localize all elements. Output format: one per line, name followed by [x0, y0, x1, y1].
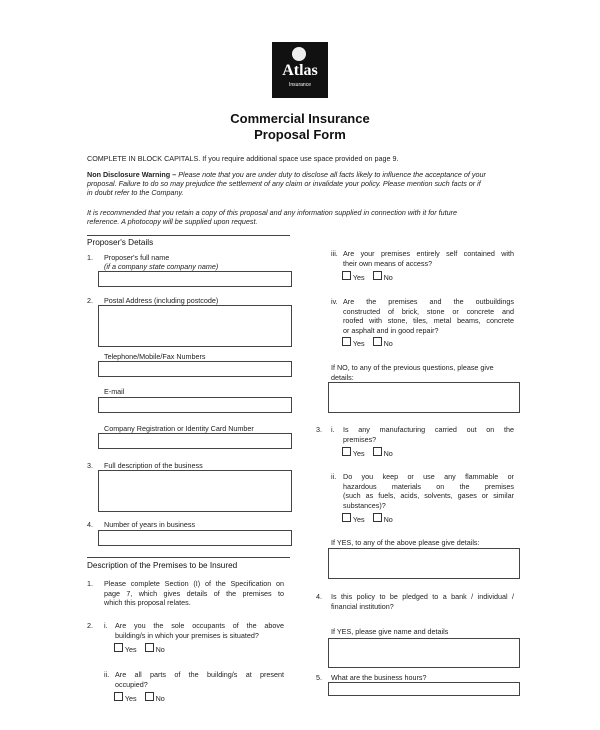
r-iv-text-3: roofed with stone, tiles, metal beams, concrete	[343, 316, 514, 325]
form-title-line1: Commercial Insurance	[230, 111, 370, 126]
q1-label: Proposer's full name	[104, 253, 170, 262]
r-iv-answer	[342, 337, 393, 349]
r-q3i-answer	[342, 447, 393, 459]
no-label: No	[383, 273, 393, 282]
r-q3ii-answer	[342, 513, 393, 525]
years-in-business-field[interactable]	[98, 530, 292, 546]
registration-label: Company Registration or Identity Card Number	[104, 424, 254, 433]
email-field[interactable]	[98, 397, 292, 413]
q1-number: 1.	[87, 253, 93, 262]
form-title-line2: Proposal Form	[254, 127, 346, 142]
r-q3ii-text-4: substances)?	[343, 500, 386, 510]
r-iv-text-4: or asphalt and in good repair?	[343, 325, 439, 335]
r-iv-yes-checkbox[interactable]	[342, 337, 351, 346]
r-iii-yes-checkbox[interactable]	[342, 271, 351, 280]
business-description-field[interactable]	[98, 470, 292, 512]
q4-label: Number of years in business	[104, 520, 196, 529]
q2-label: Postal Address (including postcode)	[104, 296, 219, 305]
p2ii-text-1: Are all parts of the building/s at present	[115, 670, 284, 679]
email-label: E-mail	[104, 387, 125, 396]
p2ii-answer	[114, 692, 165, 704]
r-q3ii-yes-checkbox[interactable]	[342, 513, 351, 522]
q4-number: 4.	[87, 520, 93, 529]
r-q3ii-number: ii.	[331, 472, 337, 481]
nd-text-3: in doubt refer to the Company.	[87, 188, 184, 197]
yes-label: Yes	[124, 694, 137, 703]
r-q3ii-no-checkbox[interactable]	[373, 513, 382, 522]
yes-details-field[interactable]	[328, 548, 520, 579]
atlas-logo	[272, 42, 328, 98]
r-iii-text-2: their own means of access?	[343, 258, 433, 268]
logo-name: Atlas	[282, 62, 318, 79]
registration-field[interactable]	[98, 433, 292, 449]
r-ifno-text-1: If NO, to any of the previous questions, please give	[331, 363, 494, 372]
p2ii-no-checkbox[interactable]	[145, 692, 154, 701]
r-ifyes-text: If YES, to any of the above please give details:	[331, 538, 480, 547]
yes-label: Yes	[124, 645, 137, 654]
business-hours-field[interactable]	[328, 682, 520, 696]
nd-text-2: proposal. Failure to do so may prejudice the settlement of any claim or invalidate your policy. Please mention such facts or if	[87, 179, 481, 188]
r-iii-no-checkbox[interactable]	[373, 271, 382, 280]
p2i-no-checkbox[interactable]	[145, 643, 154, 652]
r-iv-number: iv.	[331, 297, 338, 306]
nd-text-1: Please note that you are under duty to disclose all facts likely to influence the acceptance of your	[178, 170, 486, 179]
p1-text-2: page 7, which gives details of the premises to	[104, 588, 284, 598]
r-q3ii-text-2: hazardous materials on the premises	[343, 481, 514, 491]
rec-text-2: reference. A photocopy will be supplied upon request.	[87, 217, 258, 226]
no-label: No	[155, 645, 165, 654]
r-iv-no-checkbox[interactable]	[373, 337, 382, 346]
phone-label: Telephone/Mobile/Fax Numbers	[104, 352, 206, 361]
nd-label: Non Disclosure Warning –	[87, 170, 177, 179]
no-label: No	[383, 339, 393, 348]
section-divider	[87, 557, 290, 558]
no-label: No	[383, 515, 393, 524]
r-q4-number: 4.	[316, 592, 322, 601]
rec-text-1: It is recommended that you retain a copy of this proposal and any information supplied in connection with it for future	[87, 208, 457, 217]
proposer-heading: Proposer's Details	[87, 238, 154, 247]
p2ii-yes-checkbox[interactable]	[114, 692, 123, 701]
q3-label: Full description of the business	[104, 461, 203, 470]
p2i-yes-checkbox[interactable]	[114, 643, 123, 652]
p2-number: 2.	[87, 621, 93, 630]
q2-number: 2.	[87, 296, 93, 305]
logo-subtitle: Insurance	[289, 82, 311, 88]
yes-label: Yes	[352, 449, 365, 458]
r-iv-text-1: Are the premises and the outbuildings	[343, 297, 514, 306]
r-q5-text: What are the business hours?	[331, 673, 427, 682]
r-q3i-text-1: Is any manufacturing carried out on the	[343, 425, 514, 434]
p2i-text-2: building/s in which your premises is situated?	[115, 630, 259, 640]
premises-heading: Description of the Premises to be Insured	[87, 561, 238, 570]
r-iii-answer	[342, 271, 393, 283]
postal-address-field[interactable]	[98, 305, 292, 347]
r-q3ii-text-1: Do you keep or use any flammable or	[343, 472, 514, 481]
no-label: No	[155, 694, 165, 703]
caps-instruction: COMPLETE IN BLOCK CAPITALS. If you require additional space use space provided on page 9.	[87, 154, 399, 163]
p2ii-text-2: occupied?	[115, 679, 148, 689]
p1-text-3: which this proposal relates.	[104, 598, 191, 607]
r-iii-text-1: Are your premises entirely self contained with	[343, 249, 514, 258]
r-q3i-no-checkbox[interactable]	[373, 447, 382, 456]
p2ii-number: ii.	[104, 670, 110, 679]
globe-icon	[292, 47, 306, 61]
r-q3-number: 3.	[316, 425, 322, 434]
no-label: No	[383, 449, 393, 458]
r-q3ii-text-3: (such as fuels, acids, solvents, gases or similar	[343, 491, 514, 500]
nd-line1	[87, 170, 517, 179]
r-q3i-number: i.	[331, 425, 335, 434]
q3-number: 3.	[87, 461, 93, 470]
r-iv-text-2: constructed of brick, stone or concrete and	[343, 306, 514, 316]
phone-field[interactable]	[98, 361, 292, 377]
r-ifno-text-2: details:	[331, 372, 354, 382]
r-q3i-yes-checkbox[interactable]	[342, 447, 351, 456]
proposer-name-field[interactable]	[98, 271, 292, 287]
r-q4-text-2: financial institution?	[331, 601, 394, 611]
r-q4-ifyes: If YES, please give name and details	[331, 627, 449, 636]
r-q4-text-1: Is this policy to be pledged to a bank / individual /	[331, 592, 514, 601]
p1-number: 1.	[87, 579, 93, 588]
r-q3i-text-2: premises?	[343, 434, 377, 444]
yes-label: Yes	[352, 515, 365, 524]
r-q5-number: 5.	[316, 673, 322, 682]
yes-label: Yes	[352, 339, 365, 348]
p2i-number: i.	[104, 621, 108, 630]
pledge-details-field[interactable]	[328, 638, 520, 668]
p1-text-1: Please complete Section (I) of the Specification on	[104, 579, 284, 588]
yes-label: Yes	[352, 273, 365, 282]
no-details-field[interactable]	[328, 382, 520, 413]
section-divider	[87, 235, 290, 236]
q1-sublabel: (if a company state company name)	[104, 262, 219, 271]
p2i-answer	[114, 643, 165, 655]
p2i-text-1: Are you the sole occupants of the above	[115, 621, 284, 630]
r-iii-number: iii.	[331, 249, 338, 258]
